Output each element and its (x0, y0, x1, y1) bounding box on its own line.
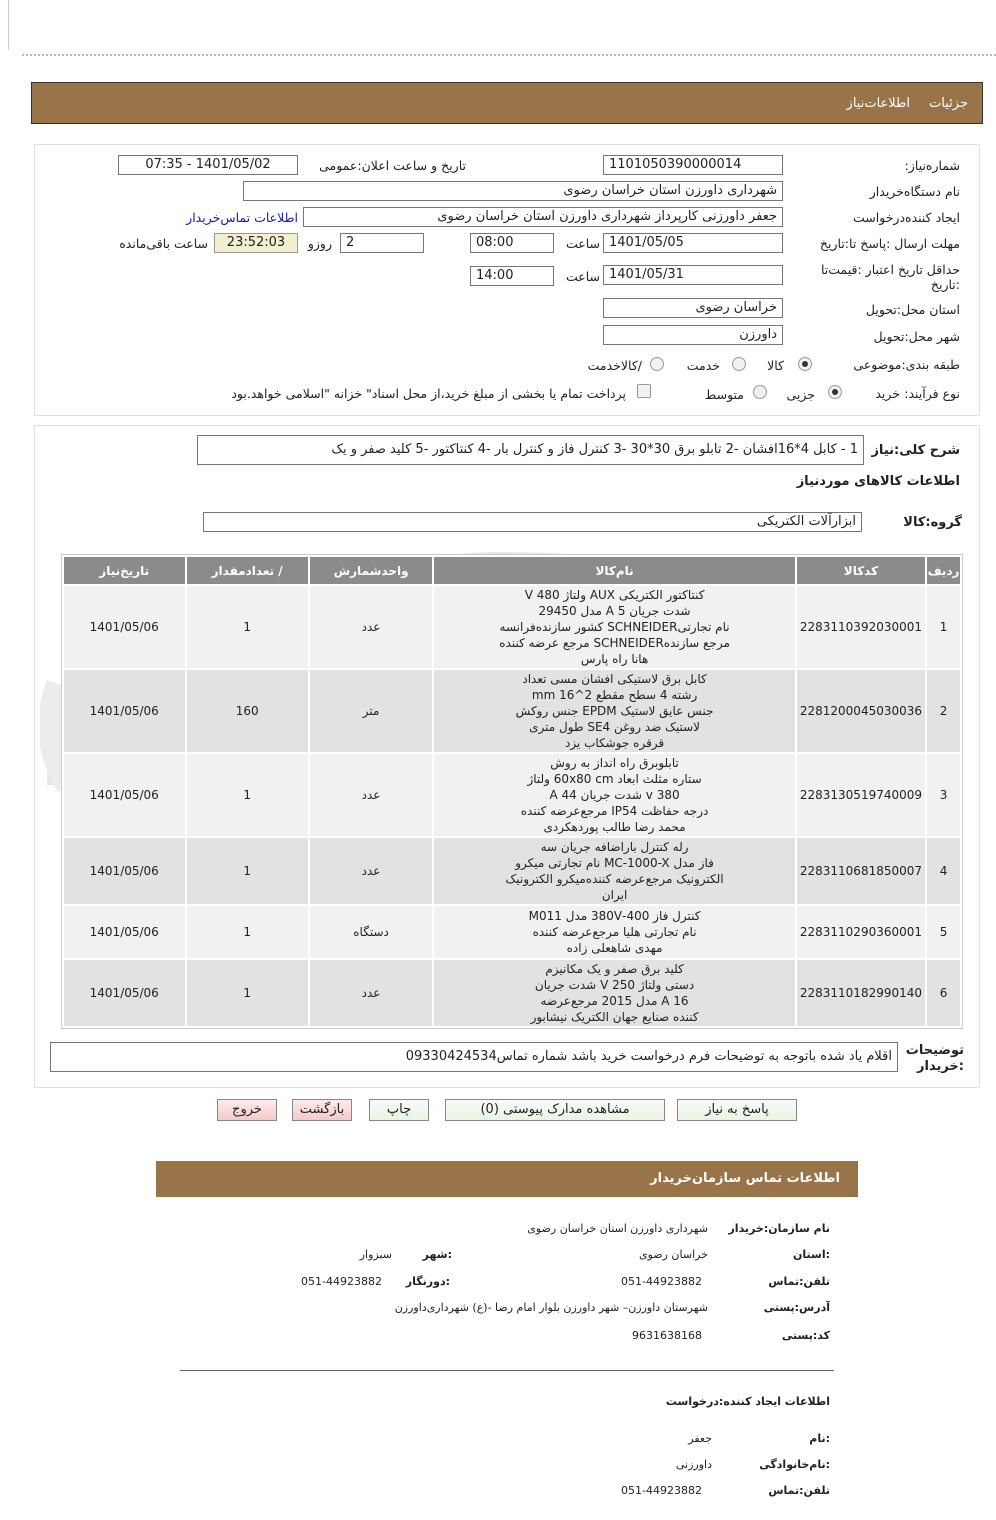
requester-name-label: :نام (809, 1432, 830, 1445)
contact-address-label: آدرس:پستی (763, 1301, 830, 1314)
purchase-medium-radio[interactable] (753, 385, 767, 399)
row-qty: 1 (187, 960, 308, 1026)
validity-time-field: 14:00 (470, 266, 554, 286)
table-row (64, 960, 960, 1026)
row-name-line: کلید برق صفر و یک مکانیزم (545, 962, 684, 976)
row-name-line: فاز مدل MC-1000-X نام تجارتی میکرو (515, 856, 714, 870)
row-name-line: 16 A مدل 2015 مرجع‌عرضه (540, 994, 689, 1008)
buyer-org-field: شهرداری داورزن استان خراسان رضوی (243, 181, 783, 201)
left-rule (8, 0, 9, 50)
row-qty: 1 (187, 906, 308, 958)
row-index: 5 (927, 906, 960, 958)
col-qty: / تعدادمقدار (187, 557, 308, 584)
requester-family: داورزنی (675, 1458, 712, 1471)
row-name-line: الکترونیک مرجع‌عرضه کننده‌میکرو الکترونیک (505, 872, 724, 886)
row-date: 1401/05/06 (64, 838, 185, 904)
row-name (434, 670, 795, 752)
row-name-line: جنس عایق لاستیک EPDM جنس روکش (515, 704, 714, 718)
row-name-line: محمد رضا طالب پوردهکردی (543, 820, 686, 834)
category-both-radio[interactable] (650, 357, 664, 371)
summary-field: 1 - کابل 4*16افشان -2 تابلو برق 30*30 -3 کنترل فاز و کنترل بار -4 کنتاکتور -5 کلید صفر و یک (197, 435, 864, 465)
category-both-label: /کالاخدمت (587, 358, 642, 373)
row-name (434, 586, 795, 668)
row-unit: عدد (310, 838, 432, 904)
contact-fax: 051-44923882 (301, 1275, 382, 1288)
table-row (64, 586, 960, 668)
buyer-contact-link[interactable]: اطلاعات تماس‌خریدار (186, 210, 298, 225)
row-date: 1401/05/06 (64, 906, 185, 958)
purchase-partial-label: جزیی (786, 387, 815, 402)
buyer-note-label: توضیحات (905, 1043, 964, 1058)
buyer-note-field: اقلام یاد شده باتوجه به توضیحات فرم درخواست خرید باشد شماره تماس09330424534 (50, 1042, 898, 1072)
purchase-buy-label: خرید (875, 386, 900, 401)
row-qty: 160 (187, 670, 308, 752)
contact-title: اطلاعات تماس سازمان‌خریدار (650, 1171, 840, 1186)
tab-details[interactable]: جزئیات (929, 96, 968, 111)
row-date: 1401/05/06 (64, 670, 185, 752)
back-button[interactable]: بازگشت (292, 1099, 352, 1121)
row-code: 2283130519740009 (797, 754, 925, 836)
row-code: 2283110681850007 (797, 838, 925, 904)
deadline-date-field: 1401/05/05 (603, 233, 783, 253)
requester-phone: 051-44923882 (621, 1484, 702, 1497)
row-name-line: 380 v شدت جریان 44 A (549, 788, 680, 802)
creator-field: جعفر داورزنی کارپرداز شهرداری داورزن استان خراسان رضوی (303, 207, 783, 227)
contact-city: سبزوار (359, 1248, 392, 1261)
requester-title: اطلاعات ایجاد کننده:درخواست (665, 1395, 830, 1408)
validity-label-2: :تاریخ (930, 277, 960, 292)
contact-phone-label: تلفن:تماس (768, 1275, 830, 1288)
city-field: داورزن (603, 325, 783, 345)
row-index: 6 (927, 960, 960, 1026)
row-unit: دستگاه (310, 906, 432, 958)
row-name-line: هانا راه پارس (580, 652, 649, 666)
row-index: 3 (927, 754, 960, 836)
province-label: استان محل:تحویل (865, 302, 960, 317)
validity-date-field: 1401/05/31 (603, 265, 783, 285)
purchase-medium-label: متوسط (704, 387, 744, 402)
items-title: اطلاعات کالاهای موردنیاز (796, 474, 960, 489)
deadline-time-label: ساعت (565, 236, 600, 251)
row-name-line: نام تجارتی هلیا مرجع‌عرضه کننده (532, 925, 697, 939)
row-name-line: تابلو‌برق راه انداز به روش (550, 756, 679, 770)
table-row (64, 670, 960, 752)
col-unit: واحدشمارش (310, 557, 432, 584)
row-name (434, 906, 795, 958)
row-name-line: مهدی شاهعلی زاده (566, 941, 663, 955)
row-name-line: مرجع سازنده‌SCHNEIDER مرجع عرضه کننده (499, 636, 730, 650)
row-name-line: درجه حفاظت IP54 مرجع‌عرضه کننده (520, 804, 709, 818)
row-code: 2283110290360001 (797, 906, 925, 958)
row-name-line: کنترل فاز 400-380V مدل M011 (528, 909, 701, 923)
table-row (64, 754, 960, 836)
contact-city-label: :شهر (422, 1248, 452, 1261)
row-name-line: دستی ولتاژ 250 V شدت جریان (534, 978, 695, 992)
row-name-line: رشته 4 سطح مقطع 2^16 mm (531, 688, 698, 702)
contact-header (156, 1161, 858, 1197)
days-label: روزو (307, 236, 332, 251)
contact-postal: 9631638168 (632, 1329, 702, 1342)
contact-postal-label: کد:پستی (781, 1329, 830, 1342)
row-name-line: کننده صنایع جهان الکتریک نیشابور (530, 1010, 699, 1024)
days-field: 2 (340, 233, 424, 253)
city-label: شهر محل:تحویل (873, 329, 960, 344)
row-qty: 1 (187, 754, 308, 836)
row-name-line: کابل برق لاستیکی افشان مسی تعداد (522, 672, 707, 686)
contact-province: خراسان رضوی (638, 1248, 708, 1261)
category-service-label: خدمت (686, 358, 720, 373)
row-qty: 1 (187, 838, 308, 904)
row-name (434, 754, 795, 836)
contact-province-label: :استان (793, 1248, 830, 1261)
deadline-label: مهلت ارسال :پاسخ تا:تاریخ (819, 236, 960, 251)
col-name: نام‌کالا (434, 557, 795, 584)
validity-time-label: ساعت (565, 269, 600, 284)
row-name-line: شدت جریان 5 A مدل 29450 (538, 604, 691, 618)
row-name (434, 960, 795, 1026)
row-index: 2 (927, 670, 960, 752)
buyer-org-label: نام دستگاه‌خریدار (869, 184, 960, 199)
reply-button[interactable]: پاسخ به نیاز (677, 1099, 797, 1121)
row-unit: متر (310, 670, 432, 752)
row-unit: عدد (310, 586, 432, 668)
deadline-time-field: 08:00 (470, 233, 554, 253)
purchase-partial-radio[interactable] (828, 385, 842, 399)
contact-divider (180, 1370, 834, 1371)
row-unit: عدد (310, 960, 432, 1026)
row-name (434, 838, 795, 904)
row-name-line: کنتاکتور الکتریکی AUX ولتاژ 480 V (524, 588, 705, 602)
row-name-line: ایران (601, 888, 628, 902)
tab-need-info[interactable]: اطلاعات‌نیاز (846, 96, 910, 111)
group-label: گروه:کالا (903, 515, 962, 530)
contact-org: شهرداری داورزن استان خراسان رضوی (527, 1222, 708, 1235)
creator-label: ایجاد کننده‌درخواست (853, 210, 960, 225)
category-label: طبقه بندی:موضوعی (853, 357, 960, 372)
buyer-note-label-2: :خریدار (917, 1059, 964, 1074)
row-name-line: قرقره جوشکاب یزد (564, 736, 665, 750)
remaining-label: ساعت باقی‌مانده (119, 236, 208, 251)
row-qty: 1 (187, 586, 308, 668)
row-date: 1401/05/06 (64, 960, 185, 1026)
items-table (61, 554, 963, 1029)
row-unit: عدد (310, 754, 432, 836)
province-field: خراسان رضوی (603, 298, 783, 318)
row-date: 1401/05/06 (64, 586, 185, 668)
requester-family-label: :نام‌خانوادگی (759, 1458, 830, 1471)
row-date: 1401/05/06 (64, 754, 185, 836)
row-code: 2281200045030036 (797, 670, 925, 752)
col-date: تاریخ‌نیاز (64, 557, 185, 584)
exit-button[interactable]: خروج (217, 1099, 277, 1121)
row-code: 2283110182990140 (797, 960, 925, 1026)
purchase-type-label: نوع فرآیند: (904, 386, 960, 401)
need-number-field: 1101050390000014 (603, 155, 783, 175)
treasury-payment-checkbox[interactable] (637, 384, 651, 398)
contact-fax-label: :دورنگار (405, 1275, 450, 1288)
group-field: ابزارآلات الکتریکی (203, 512, 862, 532)
row-name-line: لاستیک ضد روغن SE4 طول متری (529, 720, 700, 734)
header-bar (31, 82, 983, 124)
row-index: 1 (927, 586, 960, 668)
row-code: 2283110392030001 (797, 586, 925, 668)
summary-label: شرح کلی:نیاز (871, 443, 960, 458)
requester-phone-label: تلفن:تماس (768, 1484, 830, 1497)
table-row (64, 906, 960, 958)
requester-name: جعفر (688, 1432, 712, 1445)
announce-label: تاریخ و ساعت اعلان:عمومی (319, 158, 466, 173)
col-code: کدکالا (797, 557, 925, 584)
validity-label: حداقل تاریخ اعتبار :قیمت‌تا (820, 262, 960, 277)
announce-field: 1401/05/02 - 07:35 (118, 155, 298, 175)
attachments-button[interactable]: مشاهده مدارک پیوستی (0) (445, 1099, 665, 1121)
category-goods-radio[interactable] (798, 357, 812, 371)
treasury-payment-note: پرداخت تمام یا بخشی از مبلغ خرید،از محل اسناد" خزانه "اسلامی خواهد.بود (231, 386, 626, 401)
contact-phone: 051-44923882 (621, 1275, 702, 1288)
contact-address: شهرستان داورزن– شهر داورزن بلوار امام رضا -(ع) شهرداری‌داورزن (394, 1301, 708, 1314)
need-number-label: شماره‌نیاز: (904, 158, 960, 173)
row-name-line: ستاره مثلث ابعاد 60x80 cm ولتاژ (527, 772, 702, 786)
row-index: 4 (927, 838, 960, 904)
top-divider (22, 54, 996, 56)
category-service-radio[interactable] (732, 357, 746, 371)
category-goods-label: کالا (767, 358, 784, 373)
row-name-line: نام تجارتیSCHNEIDER کشور سازنده‌فرانسه (499, 620, 730, 634)
table-row (64, 838, 960, 904)
print-button[interactable]: چاپ (369, 1099, 429, 1121)
row-name-line: رله کنترل بار‌اضافه جریان سه (540, 840, 689, 854)
remaining-timer: 23:52:03 (214, 233, 298, 253)
col-index: ردیف (927, 557, 960, 584)
contact-org-label: نام سازمان:خریدار (728, 1222, 830, 1235)
